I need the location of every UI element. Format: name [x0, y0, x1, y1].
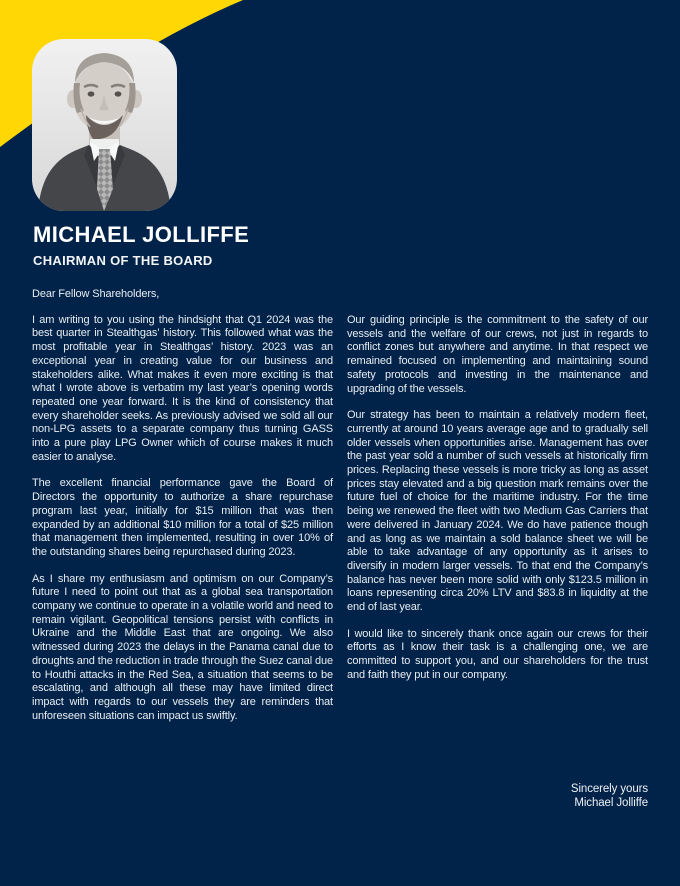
paragraph: Our guiding principle is the commitment to the safety of our vessels and the welfare of our crews, not just in regards to conflict zones but anywhere and anytime. In that respect we remained focused on implementing and maintaining sound safety protocols and investing in the maintenance and upgrading of the vessels. [347, 314, 648, 395]
paragraph: I would like to sincerely thank once again our crews for their efforts as I know their task is a challenging one, we are committed to support you, and our shareholders for the trust and faith they put in our company. [347, 627, 648, 681]
portrait-illustration [32, 39, 177, 211]
paragraph: Our strategy has been to maintain a relatively modern fleet, currently at around 10 years average age and to gradually sell older vessels when opportunities arise. Management has over the past year sold a number of such vessels at historically firm prices. Replacing these vessels is more tricky as long as asset prices stay elevated and a big question mark remains over the future fuel of choice for the maritime industry. For the time being we renewed the fleet with two Medium Gas Carriers that were delivered in January 2024. We do have patience though and as long as we maintain a sold balance sheet we will be able to take advantage of any opportunity as it arises to diversify in modern larger vessels. To that end the Company’s balance has never been more solid with only $123.5 million in loans representing circa 20% LTV and $83.8 in liquidity at the end of last year. [347, 409, 648, 614]
paragraph: As I share my enthusiasm and optimism on our Company’s future I need to point out that as a global sea transportation company we continue to operate in a volatile world and need to remain vigilant. Geopolitical tensions persist with conflicts in Ukraine and the Middle East that are ongoing. We also witnessed during 2023 the delays in the Panama canal due to droughts and the reduction in trade through the Suez canal due to Houthi attacks in the Red Sea, a situation that seems to be escalating, and although all these may have limited direct impact with regards to our vessels they are reminders that unforeseen situations can impact us swiftly. [32, 572, 333, 722]
letter-body [32, 288, 648, 811]
chairman-subtitle: CHAIRMAN OF THE BOARD [33, 253, 213, 268]
chairman-photo [32, 39, 177, 211]
closing-salutation: Sincerely yours [570, 782, 648, 795]
page-title: MICHAEL JOLLIFFE [33, 222, 250, 247]
salutation: Dear Fellow Shareholders, [32, 288, 160, 300]
paragraph: I am writing to you using the hindsight that Q1 2024 was the best quarter in Stealthgas’ history. This followed what was the most profitable year in Stealthgas’ history. 2023 was an exceptional year in creating value for our business and stakeholders alike. What makes it even more exciting is that what I wrote above is verbatim my last year’s opening words repeated one year forward. It is the kind of consistency that every shareholder seeks. As previously advised we sold all our non-LPG assets to a separate company thus turning GASS into a pure play LPG Owner which of course makes it much easier to analyse. [32, 313, 333, 463]
paragraph: The excellent financial performance gave the Board of Directors the opportunity to authorize a share repurchase program last year, initially for $15 million that was then expanded by an additional $10 million for a total of $25 million that management then implemented, resulting in over 10% of the outstanding shares being repurchased during 2023. [32, 477, 333, 558]
closing-name: Michael Jolliffe [574, 797, 648, 810]
signature-block [347, 782, 648, 811]
letter-right-column [347, 288, 648, 811]
letter-left-column [32, 288, 333, 811]
